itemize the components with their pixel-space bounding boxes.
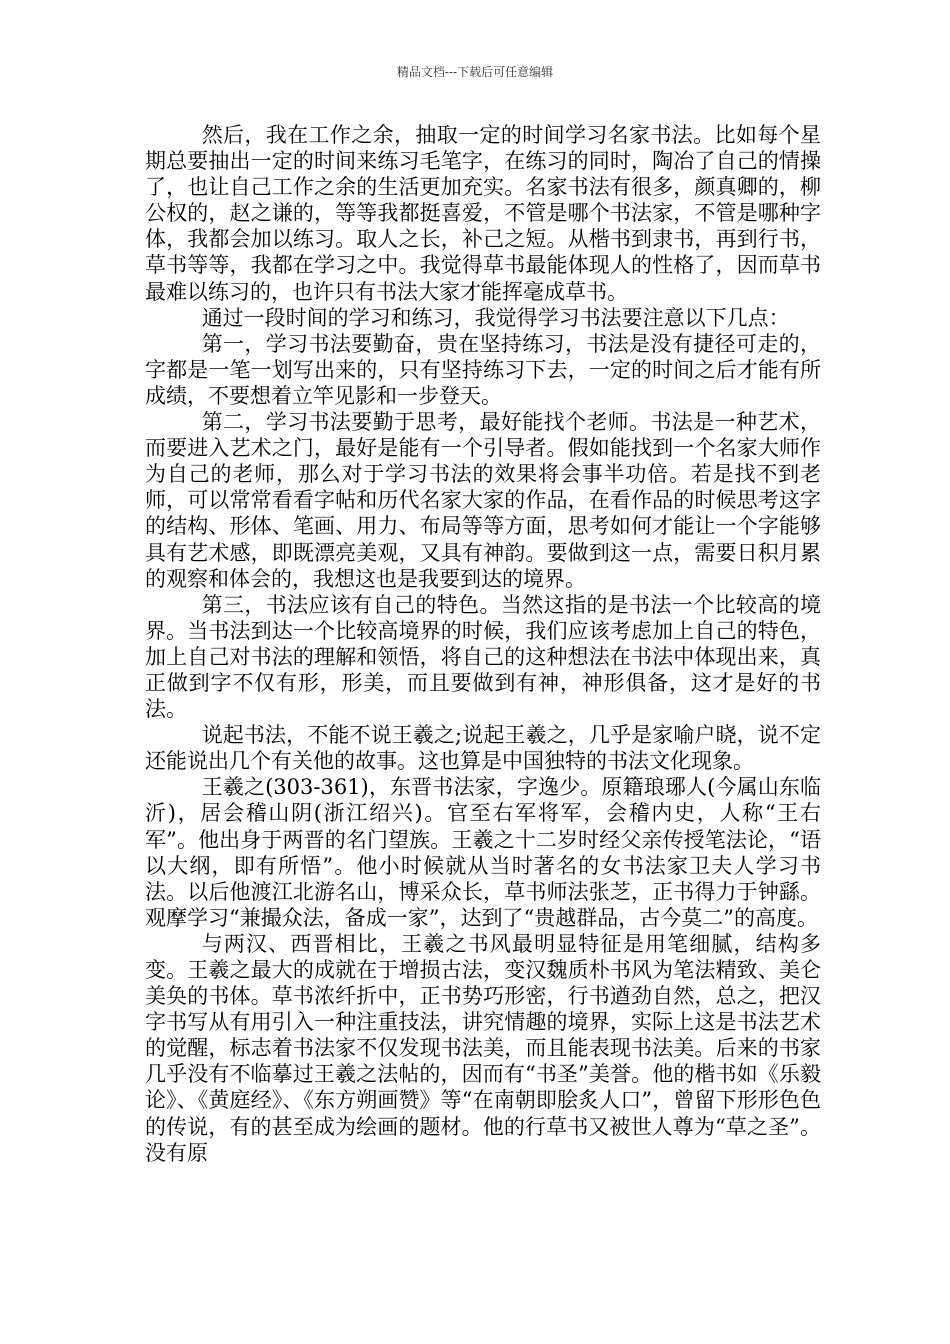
- paragraph-wang-xizhi-biography: 王羲之(303-361)，东晋书法家，字逸少。原籍琅琊人(今属山东临沂)，居会稽山阴(浙江绍兴)。官至右军将军，会稽内史，人称“王右军”。他出身于两晋的名门望族。王羲之十二岁时经父亲传授笔法论，“语以大纲，即有所悟”。他小时候就从当时著名的女书法家卫夫人学习书法。以后他渡江北游名山，博采众长，草书师法张芝，正书得力于钟繇。观摩学习“兼撮众法，备成一家”，达到了“贵越群品，古今莫二”的高度。: [145, 775, 821, 930]
- paragraph-point-three: 第三，书法应该有自己的特色。当然这指的是书法一个比较高的境界。当书法到达一个比较高境界的时候，我们应该考虑加上自己的特色，加上自己对书法的理解和领悟，将自己的这种想法在书法中体现出来，真正做到字不仅有形，形美，而且要做到有神，神形俱备，这才是好的书法。: [145, 592, 821, 722]
- paragraph-wang-xizhi-style: 与两汉、西晋相比，王羲之书风最明显特征是用笔细腻，结构多变。王羲之最大的成就在于增损古法，变汉魏质朴书风为笔法精致、美仑美奂的书体。草书浓纤折中，正书势巧形密，行书遒劲自然，总之，把汉字书写从有用引入一种注重技法，讲究情趣的境界，实际上这是书法艺术的觉醒，标志着书法家不仅发现书法美，而且能表现书法美。后来的书家几乎没有不临摹过王羲之法帖的，因而有“书圣”美誉。他的楷书如《乐毅论》、《黄庭经》、《东方朔画赞》等“在南朝即脍炙人口”，曾留下形形色色的传说，有的甚至成为绘画的题材。他的行草书又被世人尊为“草之圣”。没有原: [145, 931, 821, 1165]
- document-body: [145, 122, 821, 1166]
- paragraph-practice-famous-calligraphy: 然后，我在工作之余，抽取一定的时间学习名家书法。比如每个星期总要抽出一定的时间来练习毛笔字，在练习的同时，陶冶了自己的情操了，也让自己工作之余的生活更加充实。名家书法有很多，颜真卿的，柳公权的，赵之谦的，等等我都挺喜爱，不管是哪个书法家，不管是哪种字体，我都会加以练习。取人之长，补己之短。从楷书到隶书，再到行书，草书等等，我都在学习之中。我觉得草书最能体现人的性格了，因而草书最难以练习的，也许只有书法大家才能挥毫成草书。: [145, 123, 821, 304]
- paragraph-point-two: 第二，学习书法要勤于思考，最好能找个老师。书法是一种艺术，而要进入艺术之门，最好是能有一个引导者。假如能找到一个名家大师作为自己的老师，那么对于学习书法的效果将会事半功倍。若是找不到老师，可以常常看看字帖和历代名家大家的作品，在看作品的时候思考这字的结构、形体、笔画、用力、布局等等方面，思考如何才能让一个字能够具有艺术感，即既漂亮美观，又具有神韵。要做到这一点，需要日积月累的观察和体会的，我想这也是我要到达的境界。: [145, 410, 821, 591]
- paragraph-points-intro: 通过一段时间的学习和练习，我觉得学习书法要注意以下几点：: [201, 305, 790, 330]
- paragraph-point-one: 第一，学习书法要勤奋，贵在坚持练习，书法是没有捷径可走的，字都是一笔一划写出来的，只有坚持练习下去，一定的时间之后才能有所成绩，不要想着立竿见影和一步登天。: [145, 331, 821, 408]
- page-header: 精品文档---下载后可任意编辑: [396, 65, 554, 79]
- paragraph-wang-xizhi-intro: 说起书法，不能不说王羲之;说起王羲之，几乎是家喻户晓，说不定还能说出几个有关他的故事。这也算是中国独特的书法文化现象。: [145, 723, 821, 774]
